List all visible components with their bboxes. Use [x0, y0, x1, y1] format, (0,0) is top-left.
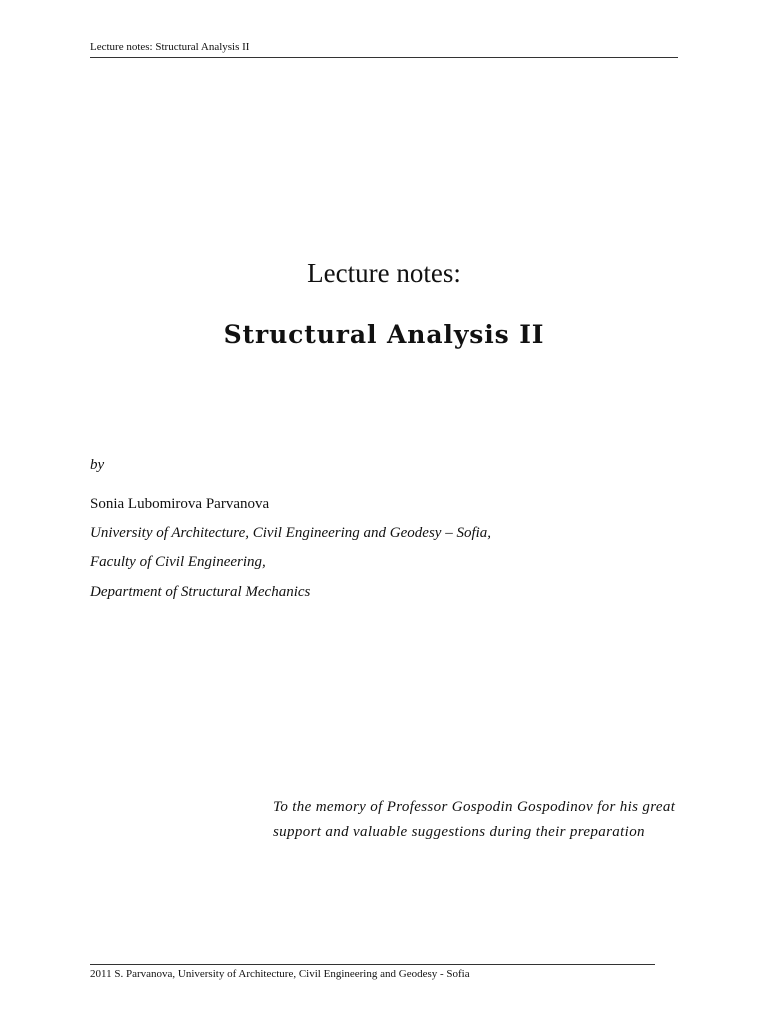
by-label: by — [90, 457, 105, 473]
author-name: Sonia Lubomirova Parvanova — [90, 496, 270, 512]
page-footer — [90, 964, 655, 981]
document-subtitle: Structural Analysis II — [223, 320, 545, 349]
affiliation-department: Department of Structural Mechanics — [90, 584, 311, 600]
footer-text: 2011 S. Parvanova, University of Architecture, Civil Engineering and Geodesy - Sofia — [90, 968, 470, 980]
affiliation-university: University of Architecture, Civil Engineering and Geodesy – Sofia, — [90, 525, 492, 541]
running-title: Lecture notes: Structural Analysis II — [90, 41, 250, 53]
dedication: To the memory of Professor Gospodin Gospodinov for his great support and valuable suggestions during their preparation — [273, 799, 676, 840]
affiliation-faculty: Faculty of Civil Engineering, — [90, 554, 266, 570]
document-title: Lecture notes: — [307, 258, 461, 288]
page-header — [90, 40, 678, 58]
